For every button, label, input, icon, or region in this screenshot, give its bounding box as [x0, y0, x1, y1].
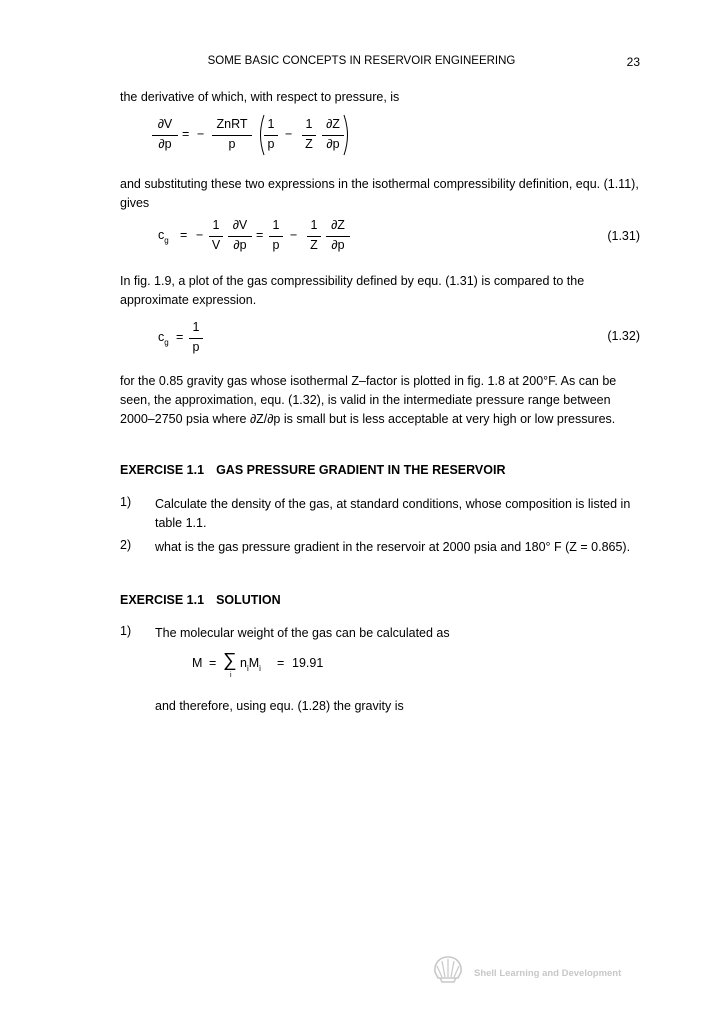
footer-brand: Shell Learning and Development [474, 968, 622, 979]
eq-term: ∂Z [326, 117, 340, 131]
shell-pecten-icon [432, 955, 464, 983]
eq-value: 19.91 [292, 656, 324, 670]
heading-title: SOLUTION [216, 593, 281, 607]
fraction-bar [228, 236, 252, 237]
exercise-heading [120, 463, 505, 477]
fraction-bar [307, 236, 321, 237]
eq-term: $c_g$ [158, 330, 169, 347]
eq-term: 1 [212, 218, 220, 232]
list-item-number: 2) [120, 538, 132, 552]
paragraph: the derivative of which, with respect to pressure, is [120, 90, 400, 104]
heading-number: EXERCISE 1.1 [120, 463, 205, 477]
eq-term: 1 [310, 218, 318, 232]
eq-term: p [272, 238, 280, 252]
list-item: The molecular weight of the gas can be calculated as [155, 626, 450, 640]
eq-term: Z [305, 137, 313, 151]
equation-number: (1.32) [607, 329, 640, 343]
list-item-number: 1) [120, 624, 132, 638]
eq-term: ∂V [157, 117, 173, 131]
eq-term: Z [310, 238, 318, 252]
eq-operator: − [285, 127, 293, 141]
eq-term: ∂V [232, 218, 248, 232]
heading-number: EXERCISE 1.1 [120, 593, 205, 607]
eq-term: 1 [305, 117, 313, 131]
fraction-bar [189, 338, 203, 339]
fraction-bar [322, 135, 344, 136]
page-number: 23 [626, 55, 640, 69]
fraction-bar [212, 135, 252, 136]
equation-number: (1.31) [607, 229, 640, 243]
eq-term: 1 [272, 218, 280, 232]
fraction-bar [326, 236, 350, 237]
eq-operator: = [180, 228, 188, 242]
paragraph: and therefore, using equ. (1.28) the gravity is [155, 699, 404, 713]
list-item-number: 1) [120, 495, 132, 509]
eq-term: p [267, 137, 275, 151]
eq-operator: = [209, 656, 217, 670]
eq-subscript: i [230, 672, 232, 679]
eq-term: p [228, 137, 236, 151]
eq-operator: = [182, 127, 190, 141]
eq-term: ZnRT [216, 117, 248, 131]
eq-term: $c_g$ [158, 228, 169, 245]
eq-term: $n_iM_i$ [240, 656, 261, 673]
eq-term: 1 [267, 117, 275, 131]
fraction-bar [152, 135, 178, 136]
eq-operator: − [197, 127, 205, 141]
eq-operator: = [277, 656, 285, 670]
eq-operator: = [176, 330, 184, 344]
eq-term: V [211, 238, 221, 252]
fraction-bar [209, 236, 223, 237]
list-item: what is the gas pressure gradient in the reservoir at 2000 psia and 180° F (Z = 0.865). [155, 540, 631, 554]
eq-operator: = [256, 228, 264, 242]
right-paren [342, 114, 352, 156]
paragraph: and substituting these two expressions in the isothermal compressibility definition, equ. (1.11), gives [120, 177, 639, 210]
fraction-bar [302, 135, 316, 136]
fraction-bar [269, 236, 283, 237]
list-item: Calculate the density of the gas, at standard conditions, whose composition is listed in table 1.1. [155, 497, 631, 530]
heading-title: GAS PRESSURE GRADIENT IN THE RESERVOIR [216, 463, 506, 477]
solution-heading [120, 593, 281, 607]
eq-operator: − [196, 228, 204, 242]
eq-term: M [192, 656, 203, 670]
eq-term: ∂p [158, 137, 172, 151]
eq-operator: − [290, 228, 298, 242]
eq-term: ∂p [326, 137, 340, 151]
sum-symbol: ∑ [223, 650, 237, 671]
eq-term: 1 [192, 320, 200, 334]
eq-term: ∂p [233, 238, 247, 252]
eq-term: p [192, 340, 200, 354]
running-title: SOME BASIC CONCEPTS IN RESERVOIR ENGINEERING [207, 55, 516, 67]
paragraph: for the 0.85 gravity gas whose isothermal Z–factor is plotted in fig. 1.8 at 200°F. As can be seen, the approximation, equ. (1.32), is valid in the intermediate pressure range between 2000–2750 psia where ∂Z/∂p is small but is less acceptable at very high or low pressures. [120, 374, 617, 426]
fraction-bar [264, 135, 278, 136]
paragraph: In fig. 1.9, a plot of the gas compressibility defined by equ. (1.31) is compared to the approximate expression. [120, 274, 585, 307]
eq-term: ∂Z [331, 218, 345, 232]
eq-term: ∂p [331, 238, 345, 252]
